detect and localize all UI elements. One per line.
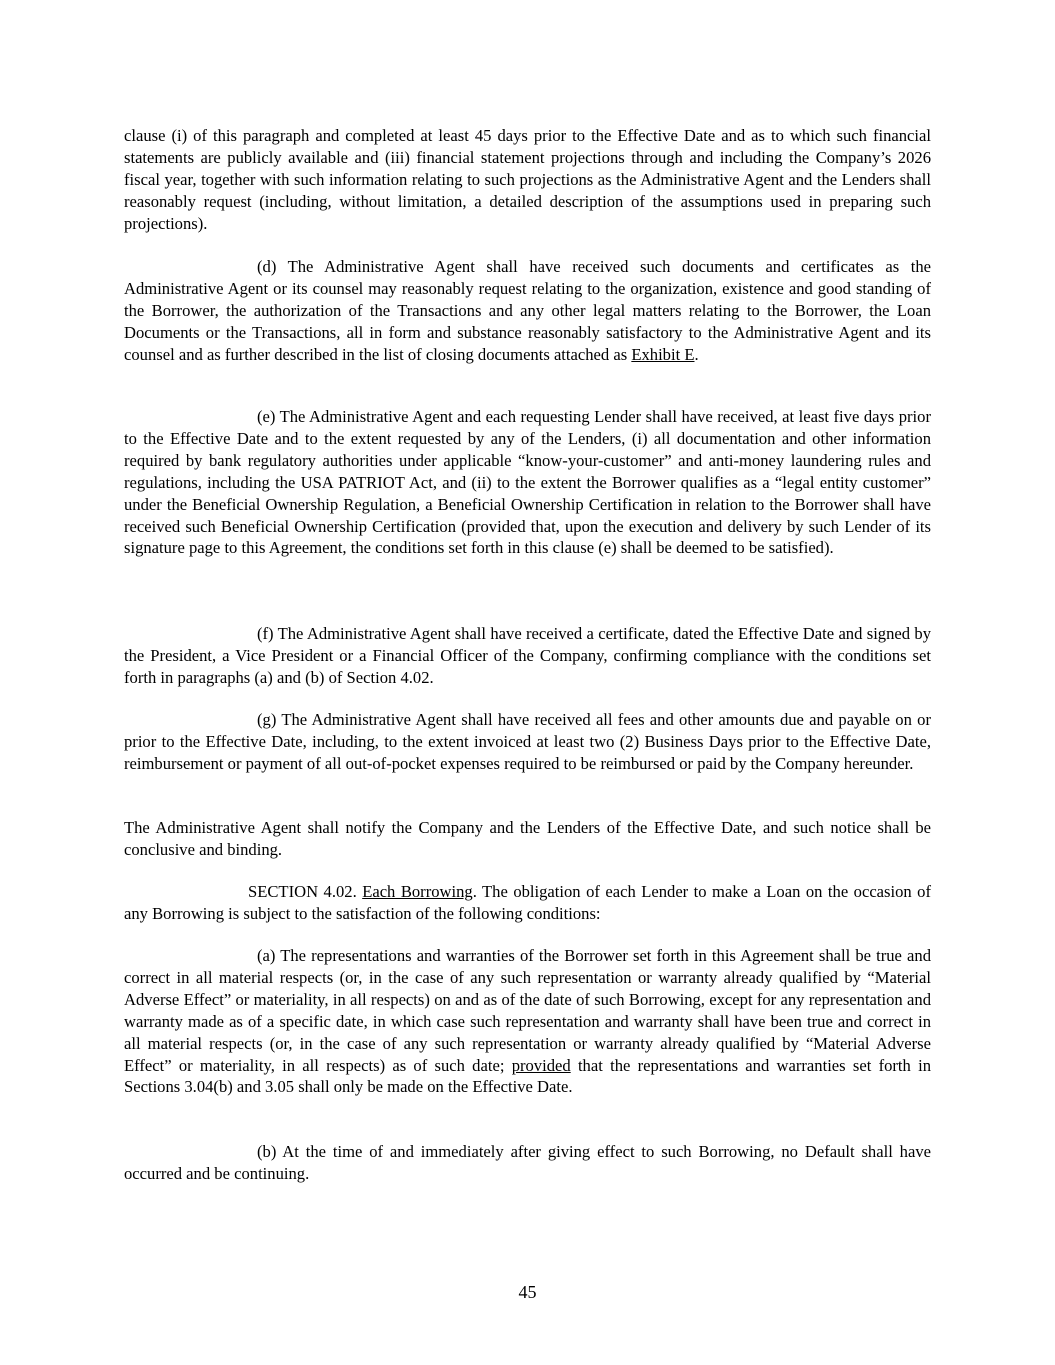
paragraph-a [124,945,931,1098]
paragraph-g: (g) The Administrative Agent shall have received all fees and other amounts due and payable on or prior to the Effective Date, including, to the extent invoiced at least two (2) Business Days prior to the Effective Date, reimbursement or payment of all out-of-pocket expenses required to be reimbursed or paid by the Company hereunder. [124,710,931,773]
paragraph-intro: clause (i) of this paragraph and completed at least 45 days prior to the Effective Date and as to which such financial statements are publicly available and (iii) financial statement projections through and including the Company’s 2026 fiscal year, together with such information relating to such projections as the Administrative Agent and the Lenders shall reasonably request (including, without limitation, a detailed description of the assumptions used in preparing such projections). [124,126,931,233]
paragraph-b: (b) At the time of and immediately after giving effect to such Borrowing, no Default shall have occurred and be continuing. [124,1142,931,1183]
paragraph-e: (e) The Administrative Agent and each requesting Lender shall have received, at least five days prior to the Effective Date and to the extent requested by any of the Lenders, (i) all documentation and other information required by bank regulatory authorities under applicable “know-your-customer” and anti-money laundering rules and regulations, including the USA PATRIOT Act, and (ii) to the extent the Borrower qualifies as a “legal entity customer” under the Beneficial Ownership Regulation, a Beneficial Ownership Certification in relation to the Borrower shall have received such Beneficial Ownership Certification (provided that, upon the execution and delivery by such Lender of its signature page to this Agreement, the conditions set forth in this clause (e) shall be deemed to be satisfied). [124,407,931,558]
paragraph-d-end: . [694,344,699,364]
page-number: 45 [518,1282,537,1302]
paragraph-f: (f) The Administrative Agent shall have received a certificate, dated the Effective Date and signed by the President, a Vice President or a Financial Officer of the Company, confirming compliance with the conditions set forth in paragraphs (a) and (b) of Section 4.02. [124,624,931,687]
paragraph-notice: The Administrative Agent shall notify the Company and the Lenders of the Effective Date, and such notice shall be conclusive and binding. [124,818,931,859]
section-4-02 [124,881,931,925]
provided-term: provided [511,1055,571,1075]
exhibit-e-reference: Exhibit E [631,344,695,364]
section-label: SECTION 4.02. [248,882,363,901]
paragraph-a-end: that the representations and warranties set forth in Sections 3.04(b) and 3.05 shall only be made on the Effective Date. [124,1055,931,1097]
paragraph-d-text: (d) The Administrative Agent shall have received such documents and certificates as the Administrative Agent or its counsel may reasonably request relating to the organization, existence and good standing of the Borrower, the authorization of the Transactions and any other legal matters relating to the Borrower, the Loan Documents or the Transactions, all in form and substance reasonably satisfactory to the Administrative Agent and its counsel and as further described in the list of closing documents attached as [124,257,931,364]
paragraph-d [124,256,931,366]
section-text: . The obligation of each Lender to make a Loan on the occasion of any Borrowing is subject to the satisfaction of the following conditions: [124,882,931,923]
section-title: Each Borrowing [362,882,473,901]
paragraph-a-text: (a) The representations and warranties of the Borrower set forth in this Agreement shall be true and correct in all material respects (or, in the case of any such representation or warranty already qualified by “Material Adverse Effect” or materiality, in all respects) on and as of the date of such Borrowing, except for any representation and warranty made as of a specific date, in which case such representation and warranty shall have been true and correct in all material respects (or, in the case of any such representation or warranty already qualified by “Material Adverse Effect” or materiality, in all respects) as of such date; [124,946,931,1075]
